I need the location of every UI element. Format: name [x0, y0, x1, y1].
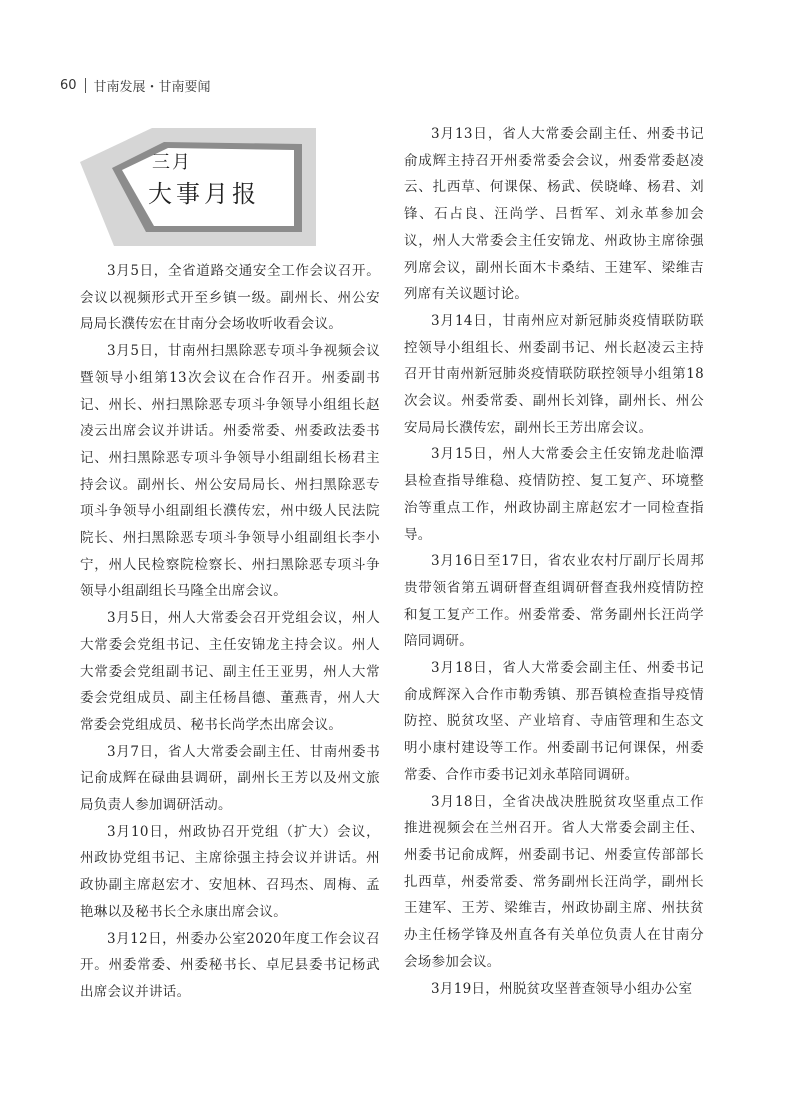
left-column [80, 258, 380, 1006]
page-header [60, 74, 211, 96]
news-item: 3月18日，全省决战决胜脱贫攻坚重点工作推进视频会在兰州召开。省人大常委会副主任、州委书记俞成辉，州委副书记、州委宣传部部长扎西草，州委常委、常务副州长汪尚学，副州长王建军、王芳、梁维吉，州政协副主席、州扶贫办主任杨学锋及州直各有关单位负责人在甘南分会场参加会议。 [404, 793, 704, 970]
badge-title: 大事月报 [148, 180, 260, 208]
news-item: 3月5日，全省道路交通安全工作会议召开。会议以视频形式开至乡镇一级。副州长、州公安局局长濮传宏在甘南分会场收听收看会议。 [80, 263, 380, 333]
news-item: 3月14日，甘南州应对新冠肺炎疫情联防联控领导小组组长、州委副书记、州长赵凌云主持召开甘南州新冠肺炎疫情联防联控领导小组第18次会议。州委常委、副州长刘锋，副州长、州公安局局长濮传宏，副州长王芳出席会议。 [404, 312, 704, 436]
header-divider [85, 78, 86, 93]
page-number: 60 [60, 77, 77, 93]
news-item: 3月5日，州人大常委会召开党组会议，州人大常委会党组书记、主任安锦龙主持会议。州人大常委会党组副书记、副主任王亚男，州人大常委会党组成员、副主任杨昌德、董燕青，州人大常委会党组成员、秘书长尚学杰出席会议。 [80, 610, 380, 733]
news-item: 3月12日，州委办公室2020年度工作会议召开。州委常委、州委秘书长、卓尼县委书记杨武出席会议并讲话。 [80, 930, 380, 1000]
badge-month: 三月 [152, 152, 192, 173]
news-item: 3月13日，省人大常委会副主任、州委书记俞成辉主持召开州委常委会会议，州委常委赵凌云、扎西草、何课保、杨武、侯晓峰、杨君、刘锋、石占良、汪尚学、吕哲军、刘永革参加会议，州人大常委会主任安锦龙、州政协主席徐强列席会议，副州长面木卡桑结、王建军、梁维吉列席有关议题讨论。 [404, 126, 704, 303]
news-item: 3月7日，省人大常委会副主任、甘南州委书记俞成辉在碌曲县调研，副州长王芳以及州文旅局负责人参加调研活动。 [80, 743, 380, 814]
news-item: 3月5日，甘南州扫黑除恶专项斗争视频会议暨领导小组第13次会议在合作召开。州委副书记、州长、州扫黑除恶专项斗争领导小组组长赵凌云出席会议并讲话。州委常委、州委政法委书记、州扫黑除恶专项斗争领导小组副组长杨君主持会议。副州长、州公安局局长、州扫黑除恶专项斗争领导小组副组长濮传宏，州中级人民法院院长、州扫黑除恶专项斗争领导小组副组长李小宁，州人民检察院检察长、州扫黑除恶专项斗争领导小组副组长马隆全出席会议。 [80, 343, 380, 600]
news-item: 3月18日，省人大常委会副主任、州委书记俞成辉深入合作市勒秀镇、那吾镇检查指导疫情防控、脱贫攻坚、产业培育、寺庙管理和生态文明小康村建设等工作。州委副书记何课保，州委常委、合作市委书记刘永革陪同调研。 [404, 660, 704, 783]
news-item: 3月16日至17日，省农业农村厅副厅长周邦贵带领省第五调研督查组调研督查我州疫情防控和复工复产工作。州委常委、常务副州长汪尚学陪同调研。 [404, 553, 704, 650]
right-column [404, 121, 704, 1002]
monthly-report-badge [80, 128, 316, 246]
section-title: 甘南发展・甘南要闻 [93, 79, 211, 95]
news-item: 3月19日，州脱贫攻坚普查领导小组办公室 [431, 980, 693, 997]
news-item: 3月10日，州政协召开党组（扩大）会议，州政协党组书记、主席徐强主持会议并讲话。州政协副主席赵宏才、安旭林、召玛杰、周梅、孟艳琳以及秘书长仝永康出席会议。 [80, 823, 380, 920]
news-item: 3月15日，州人大常委会主任安锦龙赴临潭县检查指导维稳、疫情防控、复工复产、环境整治等重点工作，州政协副主席赵宏才一同检查指导。 [404, 446, 704, 543]
